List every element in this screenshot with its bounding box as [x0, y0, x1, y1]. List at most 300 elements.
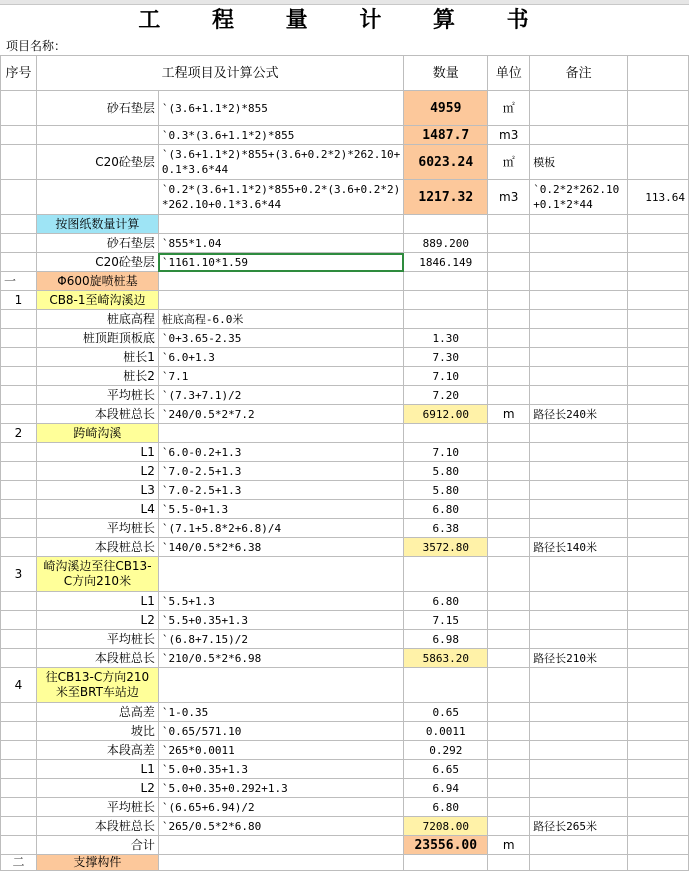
formula-cell[interactable]: `5.5+0.35+1.3 [158, 611, 403, 630]
extra-cell[interactable] [628, 760, 689, 779]
item-name-cell[interactable]: L1 [36, 443, 158, 462]
item-name-cell[interactable]: L1 [36, 592, 158, 611]
table-row [1, 779, 689, 798]
table-row [1, 253, 689, 272]
quantity-cell[interactable]: 1487.7 [404, 126, 488, 145]
seq-cell[interactable]: 2 [1, 424, 37, 443]
unit-cell[interactable] [488, 500, 530, 519]
seq-cell[interactable] [1, 462, 37, 481]
quantity-cell[interactable]: 7.10 [404, 443, 488, 462]
extra-cell[interactable] [628, 481, 689, 500]
seq-cell[interactable]: 4 [1, 668, 37, 703]
note-cell[interactable] [530, 443, 628, 462]
seq-cell[interactable] [1, 798, 37, 817]
quantity-cell[interactable] [404, 272, 488, 291]
extra-cell[interactable] [628, 557, 689, 592]
extra-cell[interactable] [628, 272, 689, 291]
table-row [1, 703, 689, 722]
extra-cell[interactable] [628, 500, 689, 519]
unit-cell[interactable] [488, 779, 530, 798]
note-cell[interactable] [530, 386, 628, 405]
extra-cell[interactable] [628, 722, 689, 741]
seq-cell[interactable] [1, 703, 37, 722]
table-row [1, 145, 689, 180]
item-name-cell[interactable]: L1 [36, 760, 158, 779]
table-row [1, 798, 689, 817]
seq-cell[interactable] [1, 611, 37, 630]
formula-cell[interactable]: `(6.8+7.15)/2 [158, 630, 403, 649]
item-name-cell[interactable]: 崎沟溪边至往CB13-C方向210米 [36, 557, 158, 592]
seq-cell[interactable] [1, 253, 37, 272]
extra-cell[interactable]: 113.64 [628, 180, 689, 215]
seq-cell[interactable] [1, 443, 37, 462]
quantity-cell[interactable] [404, 291, 488, 310]
quantity-cell[interactable]: 7.15 [404, 611, 488, 630]
seq-cell[interactable] [1, 538, 37, 557]
unit-cell[interactable] [488, 443, 530, 462]
item-name-cell[interactable]: 按图纸数量计算 [36, 215, 158, 234]
extra-cell[interactable] [628, 668, 689, 703]
formula-cell[interactable] [158, 668, 403, 703]
note-cell[interactable]: 路径长140米 [530, 538, 628, 557]
note-cell[interactable] [530, 310, 628, 329]
table-row [1, 180, 689, 215]
table-row [1, 234, 689, 253]
note-cell[interactable] [530, 424, 628, 443]
quantity-cell[interactable] [404, 557, 488, 592]
note-cell[interactable] [530, 592, 628, 611]
item-name-cell[interactable]: 合计 [36, 836, 158, 855]
unit-cell[interactable] [488, 855, 530, 871]
unit-cell[interactable] [488, 538, 530, 557]
table-row [1, 462, 689, 481]
extra-cell[interactable] [628, 91, 689, 126]
quantity-cell[interactable] [404, 310, 488, 329]
formula-cell[interactable]: `(7.3+7.1)/2 [158, 386, 403, 405]
item-name-cell[interactable]: 桩顶距顶板底 [36, 329, 158, 348]
extra-cell[interactable] [628, 126, 689, 145]
quantity-cell[interactable]: 7.10 [404, 367, 488, 386]
extra-cell[interactable] [628, 367, 689, 386]
extra-cell[interactable] [628, 348, 689, 367]
note-cell[interactable] [530, 329, 628, 348]
unit-cell[interactable] [488, 253, 530, 272]
table-row [1, 405, 689, 424]
header-note: 备注 [530, 56, 628, 91]
quantity-cell[interactable]: 4959 [404, 91, 488, 126]
extra-cell[interactable] [628, 215, 689, 234]
quantity-cell[interactable] [404, 855, 488, 871]
table-row [1, 329, 689, 348]
seq-cell[interactable] [1, 500, 37, 519]
table-row [1, 348, 689, 367]
quantity-cell[interactable]: 6912.00 [404, 405, 488, 424]
formula-cell[interactable]: `5.5+1.3 [158, 592, 403, 611]
item-name-cell[interactable]: 支撑构件 [36, 855, 158, 871]
table-row [1, 592, 689, 611]
extra-cell[interactable] [628, 253, 689, 272]
formula-cell[interactable]: `0.3*(3.6+1.1*2)*855 [158, 126, 403, 145]
unit-cell[interactable] [488, 481, 530, 500]
extra-cell[interactable] [628, 519, 689, 538]
item-name-cell[interactable]: 桩底高程 [36, 310, 158, 329]
formula-cell[interactable]: `5.0+0.35+0.292+1.3 [158, 779, 403, 798]
table-row [1, 649, 689, 668]
extra-cell[interactable] [628, 817, 689, 836]
note-cell[interactable] [530, 611, 628, 630]
seq-cell[interactable] [1, 649, 37, 668]
extra-cell[interactable] [628, 538, 689, 557]
header-item: 工程项目及计算公式 [36, 56, 403, 91]
note-cell[interactable] [530, 481, 628, 500]
table-row [1, 310, 689, 329]
formula-cell[interactable] [158, 836, 403, 855]
unit-cell[interactable] [488, 386, 530, 405]
formula-cell[interactable] [158, 291, 403, 310]
table-row [1, 519, 689, 538]
item-name-cell[interactable]: 砂石垫层 [36, 234, 158, 253]
extra-cell[interactable] [628, 741, 689, 760]
table-row [1, 443, 689, 462]
formula-cell[interactable]: `(3.6+1.1*2)*855+(3.6+0.2*2)*262.10+0.1*3.6*44 [158, 145, 403, 180]
seq-cell[interactable] [1, 592, 37, 611]
table-row [1, 538, 689, 557]
table-row [1, 722, 689, 741]
note-cell[interactable] [530, 253, 628, 272]
quantity-cell[interactable] [404, 424, 488, 443]
item-name-cell[interactable]: 本段桩总长 [36, 649, 158, 668]
seq-cell[interactable] [1, 817, 37, 836]
note-cell[interactable] [530, 500, 628, 519]
formula-cell[interactable]: `7.0-2.5+1.3 [158, 462, 403, 481]
note-cell[interactable] [530, 798, 628, 817]
note-cell[interactable] [530, 215, 628, 234]
note-cell[interactable] [530, 91, 628, 126]
formula-cell[interactable] [158, 557, 403, 592]
item-name-cell[interactable]: 往CB13-C方向210米至BRT车站边 [36, 668, 158, 703]
quantity-cell[interactable]: 3572.80 [404, 538, 488, 557]
quantity-cell[interactable]: 0.0011 [404, 722, 488, 741]
table-row [1, 855, 689, 871]
extra-cell[interactable] [628, 145, 689, 180]
item-name-cell[interactable]: C20砼垫层 [36, 253, 158, 272]
unit-cell[interactable] [488, 291, 530, 310]
unit-cell[interactable] [488, 741, 530, 760]
note-cell[interactable] [530, 367, 628, 386]
extra-cell[interactable] [628, 329, 689, 348]
formula-cell[interactable]: `7.1 [158, 367, 403, 386]
quantity-cell[interactable]: 6.98 [404, 630, 488, 649]
formula-cell[interactable]: `5.0+0.35+1.3 [158, 760, 403, 779]
note-cell[interactable] [530, 462, 628, 481]
item-name-cell[interactable]: L2 [36, 462, 158, 481]
note-cell[interactable]: `0.2*2*262.10+0.1*2*44 [530, 180, 628, 215]
seq-cell[interactable] [1, 760, 37, 779]
seq-cell[interactable] [1, 741, 37, 760]
formula-cell[interactable]: `240/0.5*2*7.2 [158, 405, 403, 424]
unit-cell[interactable] [488, 557, 530, 592]
formula-cell[interactable] [158, 855, 403, 871]
seq-cell[interactable] [1, 722, 37, 741]
note-cell[interactable] [530, 126, 628, 145]
note-cell[interactable]: 路径长240米 [530, 405, 628, 424]
note-cell[interactable] [530, 272, 628, 291]
quantity-cell[interactable]: 6023.24 [404, 145, 488, 180]
unit-cell[interactable] [488, 462, 530, 481]
item-name-cell[interactable]: C20砼垫层 [36, 145, 158, 180]
formula-cell[interactable]: `265/0.5*2*6.80 [158, 817, 403, 836]
item-name-cell[interactable] [36, 126, 158, 145]
formula-cell[interactable]: `265*0.0011 [158, 741, 403, 760]
seq-cell[interactable] [1, 630, 37, 649]
table-row [1, 272, 689, 291]
quantity-cell[interactable]: 6.80 [404, 798, 488, 817]
note-cell[interactable] [530, 760, 628, 779]
item-name-cell[interactable]: Φ600旋喷桩基 [36, 272, 158, 291]
table-row [1, 817, 689, 836]
formula-cell[interactable]: 桩底高程-6.0米 [158, 310, 403, 329]
quantity-cell[interactable]: 5.80 [404, 481, 488, 500]
item-name-cell[interactable]: 本段桩总长 [36, 817, 158, 836]
extra-cell[interactable] [628, 703, 689, 722]
seq-cell[interactable] [1, 519, 37, 538]
unit-cell[interactable] [488, 234, 530, 253]
table-row [1, 500, 689, 519]
formula-cell[interactable]: `1161.10*1.59 [158, 253, 403, 272]
formula-cell[interactable]: `855*1.04 [158, 234, 403, 253]
unit-cell[interactable] [488, 649, 530, 668]
unit-cell[interactable] [488, 722, 530, 741]
item-name-cell[interactable]: 平均桩长 [36, 386, 158, 405]
seq-cell[interactable] [1, 145, 37, 180]
item-name-cell[interactable] [36, 180, 158, 215]
header-qty: 数量 [404, 56, 488, 91]
formula-cell[interactable]: `140/0.5*2*6.38 [158, 538, 403, 557]
seq-cell[interactable]: 1 [1, 291, 37, 310]
seq-cell[interactable] [1, 386, 37, 405]
unit-cell[interactable] [488, 630, 530, 649]
table-row [1, 836, 689, 855]
item-name-cell[interactable]: L2 [36, 611, 158, 630]
unit-cell[interactable]: m3 [488, 126, 530, 145]
table-row [1, 760, 689, 779]
seq-cell[interactable] [1, 836, 37, 855]
page-title: 工 程 量 计 算 书 [138, 7, 551, 33]
quantity-cell[interactable]: 5863.20 [404, 649, 488, 668]
unit-cell[interactable] [488, 310, 530, 329]
formula-cell[interactable]: `6.0+1.3 [158, 348, 403, 367]
quantity-cell[interactable] [404, 215, 488, 234]
note-cell[interactable]: 路径长210米 [530, 649, 628, 668]
extra-cell[interactable] [628, 592, 689, 611]
table-row [1, 668, 689, 703]
seq-cell[interactable]: 一 [1, 272, 37, 291]
quantity-cell[interactable]: 1217.32 [404, 180, 488, 215]
note-cell[interactable] [530, 703, 628, 722]
header-unit: 单位 [488, 56, 530, 91]
table-row [1, 424, 689, 443]
item-name-cell[interactable]: 总高差 [36, 703, 158, 722]
unit-cell[interactable] [488, 611, 530, 630]
formula-cell[interactable] [158, 215, 403, 234]
note-cell[interactable] [530, 557, 628, 592]
unit-cell[interactable] [488, 817, 530, 836]
unit-cell[interactable] [488, 703, 530, 722]
extra-cell[interactable] [628, 234, 689, 253]
table-row [1, 481, 689, 500]
formula-cell[interactable]: `1-0.35 [158, 703, 403, 722]
extra-cell[interactable] [628, 386, 689, 405]
extra-cell[interactable] [628, 836, 689, 855]
header-seq: 序号 [1, 56, 37, 91]
quantity-cell[interactable]: 6.65 [404, 760, 488, 779]
unit-cell[interactable] [488, 798, 530, 817]
note-cell[interactable] [530, 836, 628, 855]
note-cell[interactable] [530, 741, 628, 760]
formula-cell[interactable]: `0.65/571.10 [158, 722, 403, 741]
item-name-cell[interactable]: CB8-1至崎沟溪边 [36, 291, 158, 310]
seq-cell[interactable] [1, 329, 37, 348]
seq-cell[interactable] [1, 215, 37, 234]
quantity-cell[interactable]: 1846.149 [404, 253, 488, 272]
item-name-cell[interactable]: 本段桩总长 [36, 405, 158, 424]
note-cell[interactable] [530, 519, 628, 538]
seq-cell[interactable] [1, 779, 37, 798]
item-name-cell[interactable]: 桩长2 [36, 367, 158, 386]
unit-cell[interactable] [488, 424, 530, 443]
seq-cell[interactable] [1, 481, 37, 500]
note-cell[interactable] [530, 234, 628, 253]
note-cell[interactable] [530, 779, 628, 798]
item-name-cell[interactable]: 本段桩总长 [36, 538, 158, 557]
quantity-cell[interactable]: 6.38 [404, 519, 488, 538]
seq-cell[interactable] [1, 348, 37, 367]
unit-cell[interactable] [488, 519, 530, 538]
calculation-table [0, 55, 689, 871]
unit-cell[interactable] [488, 592, 530, 611]
unit-cell[interactable]: m [488, 405, 530, 424]
seq-cell[interactable] [1, 310, 37, 329]
seq-cell[interactable] [1, 180, 37, 215]
quantity-cell[interactable]: 889.200 [404, 234, 488, 253]
formula-cell[interactable]: `0.2*(3.6+1.1*2)*855+0.2*(3.6+0.2*2)*262.10+0.1*3.6*44 [158, 180, 403, 215]
formula-cell[interactable]: `6.0-0.2+1.3 [158, 443, 403, 462]
quantity-cell[interactable]: 6.80 [404, 592, 488, 611]
quantity-cell[interactable]: 5.80 [404, 462, 488, 481]
table-row [1, 126, 689, 145]
formula-cell[interactable] [158, 272, 403, 291]
unit-cell[interactable]: ㎡ [488, 91, 530, 126]
formula-cell[interactable]: `(6.65+6.94)/2 [158, 798, 403, 817]
note-cell[interactable] [530, 855, 628, 871]
quantity-cell[interactable]: 6.80 [404, 500, 488, 519]
extra-cell[interactable] [628, 462, 689, 481]
note-cell[interactable] [530, 722, 628, 741]
quantity-cell[interactable]: 23556.00 [404, 836, 488, 855]
table-row [1, 386, 689, 405]
item-name-cell[interactable]: 桩长1 [36, 348, 158, 367]
extra-cell[interactable] [628, 855, 689, 871]
table-row [1, 91, 689, 126]
quantity-cell[interactable]: 7.30 [404, 348, 488, 367]
item-name-cell[interactable]: 砂石垫层 [36, 91, 158, 126]
seq-cell[interactable] [1, 234, 37, 253]
unit-cell[interactable] [488, 367, 530, 386]
project-name-label: 项目名称： [6, 39, 67, 53]
formula-cell[interactable]: `0+3.65-2.35 [158, 329, 403, 348]
note-cell[interactable] [530, 291, 628, 310]
note-cell[interactable]: 模板 [530, 145, 628, 180]
note-cell[interactable] [530, 630, 628, 649]
unit-cell[interactable] [488, 272, 530, 291]
formula-cell[interactable]: `7.0-2.5+1.3 [158, 481, 403, 500]
formula-cell[interactable] [158, 424, 403, 443]
unit-cell[interactable] [488, 668, 530, 703]
item-name-cell[interactable]: 跨崎沟溪 [36, 424, 158, 443]
seq-cell[interactable]: 二 [1, 855, 37, 871]
note-cell[interactable]: 路径长265米 [530, 817, 628, 836]
extra-cell[interactable] [628, 649, 689, 668]
unit-cell[interactable] [488, 348, 530, 367]
extra-cell[interactable] [628, 310, 689, 329]
unit-cell[interactable]: m3 [488, 180, 530, 215]
formula-cell[interactable]: `210/0.5*2*6.98 [158, 649, 403, 668]
table-row [1, 215, 689, 234]
extra-cell[interactable] [628, 798, 689, 817]
extra-cell[interactable] [628, 405, 689, 424]
item-name-cell[interactable]: L4 [36, 500, 158, 519]
quantity-cell[interactable]: 6.94 [404, 779, 488, 798]
note-cell[interactable] [530, 668, 628, 703]
note-cell[interactable] [530, 348, 628, 367]
seq-cell[interactable] [1, 126, 37, 145]
item-name-cell[interactable]: 平均桩长 [36, 798, 158, 817]
unit-cell[interactable] [488, 760, 530, 779]
item-name-cell[interactable]: L2 [36, 779, 158, 798]
quantity-cell[interactable] [404, 668, 488, 703]
unit-cell[interactable]: m [488, 836, 530, 855]
extra-cell[interactable] [628, 779, 689, 798]
unit-cell[interactable]: ㎡ [488, 145, 530, 180]
item-name-cell[interactable]: 平均桩长 [36, 630, 158, 649]
seq-cell[interactable] [1, 91, 37, 126]
item-name-cell[interactable]: 平均桩长 [36, 519, 158, 538]
quantity-cell[interactable]: 0.65 [404, 703, 488, 722]
extra-cell[interactable] [628, 611, 689, 630]
seq-cell[interactable] [1, 405, 37, 424]
seq-cell[interactable]: 3 [1, 557, 37, 592]
formula-cell[interactable]: `(7.1+5.8*2+6.8)/4 [158, 519, 403, 538]
table-row [1, 367, 689, 386]
quantity-cell[interactable]: 1.30 [404, 329, 488, 348]
extra-cell[interactable] [628, 630, 689, 649]
unit-cell[interactable] [488, 329, 530, 348]
extra-cell[interactable] [628, 291, 689, 310]
unit-cell[interactable] [488, 215, 530, 234]
item-name-cell[interactable]: 坡比 [36, 722, 158, 741]
extra-cell[interactable] [628, 443, 689, 462]
quantity-cell[interactable]: 7.20 [404, 386, 488, 405]
item-name-cell[interactable]: 本段高差 [36, 741, 158, 760]
item-name-cell[interactable]: L3 [36, 481, 158, 500]
extra-cell[interactable] [628, 424, 689, 443]
table-row [1, 611, 689, 630]
formula-cell[interactable]: `(3.6+1.1*2)*855 [158, 91, 403, 126]
quantity-cell[interactable]: 0.292 [404, 741, 488, 760]
formula-cell[interactable]: `5.5-0+1.3 [158, 500, 403, 519]
quantity-cell[interactable]: 7208.00 [404, 817, 488, 836]
seq-cell[interactable] [1, 367, 37, 386]
